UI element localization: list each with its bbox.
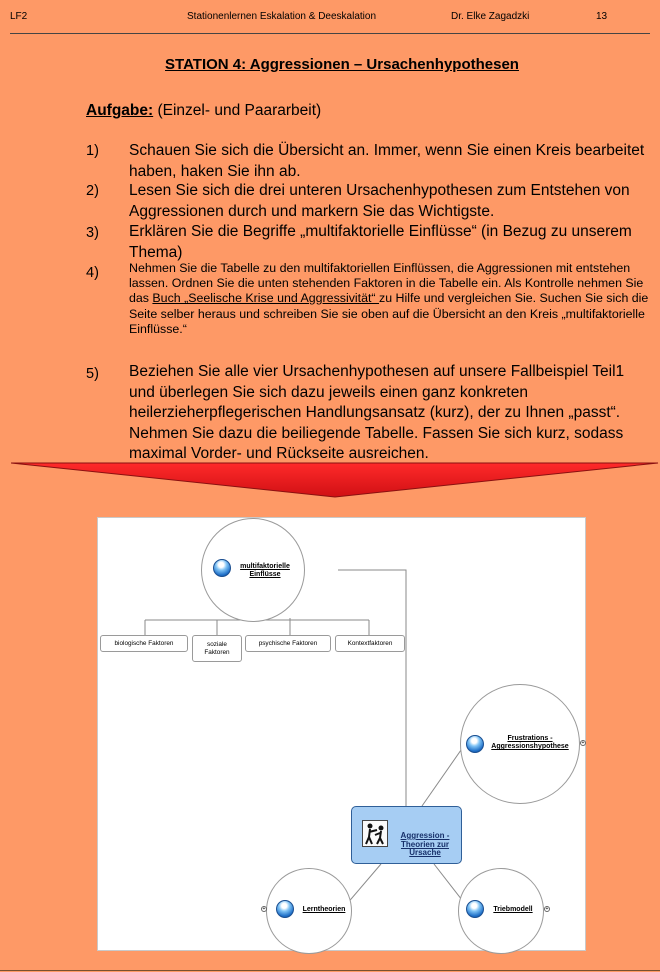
node-label-line: Theorien zur — [400, 839, 449, 849]
item-number: 5) — [86, 366, 99, 382]
factor-box-kontext[interactable]: Kontextfaktoren — [335, 635, 405, 652]
fighting-figures-icon — [362, 820, 388, 847]
bottom-divider — [0, 970, 660, 971]
item-text: Erklären Sie die Begriffe „multifaktorielle Einflüsse“ (in Bezug zu unserem Thema) — [129, 223, 632, 261]
node-label-line: multifaktorielle — [240, 563, 290, 570]
globe-icon — [213, 559, 231, 577]
item-text: Schauen Sie sich die Übersicht an. Immer, wenn Sie einen Kreis bearbeitet haben, haken Sie ihn ab. — [129, 142, 645, 180]
node-label-line: Einflüsse — [249, 571, 281, 578]
node-label-frustration — [486, 735, 574, 751]
globe-icon — [466, 900, 484, 918]
expand-toggle-icon[interactable]: + — [581, 740, 585, 746]
center-node-label — [392, 832, 458, 858]
header-divider — [10, 33, 650, 34]
factor-box-sozial[interactable]: soziale Faktoren — [192, 635, 242, 662]
header-course: LF2 — [10, 11, 28, 22]
item-text: Beziehen Sie alle vier Ursachenhypothesen auf unsere Fallbeispiel Teil1 und überlegen Sie sich dazu jeweils einen ganz konkreten heilerzieherpflegerischen Handlungsansatz (kurz), der zu Ihnen „passt“. Nehmen Sie dazu die beiliegende Tabelle. Fassen Sie sich kurz, sodass maximal Vorder- und Rückseite ausreichen. — [129, 363, 625, 462]
node-label-line: Ursache — [409, 848, 441, 857]
factor-box-biologisch[interactable]: biologische Faktoren — [100, 635, 188, 652]
expand-toggle-icon[interactable]: + — [262, 906, 266, 912]
node-label-line: Aggression - — [400, 831, 450, 840]
factor-box-psychisch[interactable]: psychische Faktoren — [245, 635, 331, 652]
node-label-lerntheorien: Lerntheorien — [302, 906, 346, 913]
item-text: Lesen Sie sich die drei unteren Ursachenhypothesen zum Entstehen von Aggressionen durch und markern Sie das Wichtigste. — [129, 182, 630, 220]
book-reference: Buch „Seelische Krise und Aggressivität“ — [152, 291, 380, 306]
node-label-line: Aggressionshypothese — [491, 743, 569, 750]
item-number: 3) — [86, 225, 99, 241]
item-text — [129, 261, 649, 337]
station-title: STATION 4: Aggressionen – Ursachenhypothesen — [165, 56, 519, 73]
globe-icon — [276, 900, 294, 918]
task-heading — [86, 102, 321, 120]
node-label-triebmodell: Triebmodell — [493, 906, 533, 913]
header-page-number: 13 — [596, 11, 608, 22]
item-text-post: zu Hilfe und vergleichen Sie. Suchen Sie sich die Seite selber heraus und schreiben Sie sie oben auf die Übersicht an den Kreis „multifaktorielle Einflüsse.“ — [129, 291, 649, 336]
red-arrow-divider — [11, 461, 659, 499]
mindmap-overview — [97, 517, 586, 951]
item-number: 1) — [86, 143, 99, 159]
node-label-line: Frustrations - — [507, 735, 553, 742]
node-label-multifaktorielle — [235, 563, 295, 579]
header-title: Stationenlernen Eskalation & Deeskalation — [187, 11, 377, 22]
task-label: Aufgabe: — [86, 102, 154, 119]
header-author: Dr. Elke Zagadzki — [451, 11, 530, 22]
item-number: 4) — [86, 265, 99, 281]
item-text-pre: Nehmen Sie die Tabelle zu den multifaktoriellen Einflüssen, die Aggressionen mit entstehen lassen. Ordnen Sie die unten stehenden Faktoren in die Tabelle ein. Als Kontrolle nehmen Sie das — [129, 261, 644, 306]
item-number: 2) — [86, 183, 99, 199]
expand-toggle-icon[interactable]: + — [545, 906, 549, 912]
globe-icon — [466, 735, 484, 753]
node-aggression-theorien[interactable] — [351, 806, 462, 864]
task-note: (Einzel- und Paararbeit) — [153, 102, 322, 119]
